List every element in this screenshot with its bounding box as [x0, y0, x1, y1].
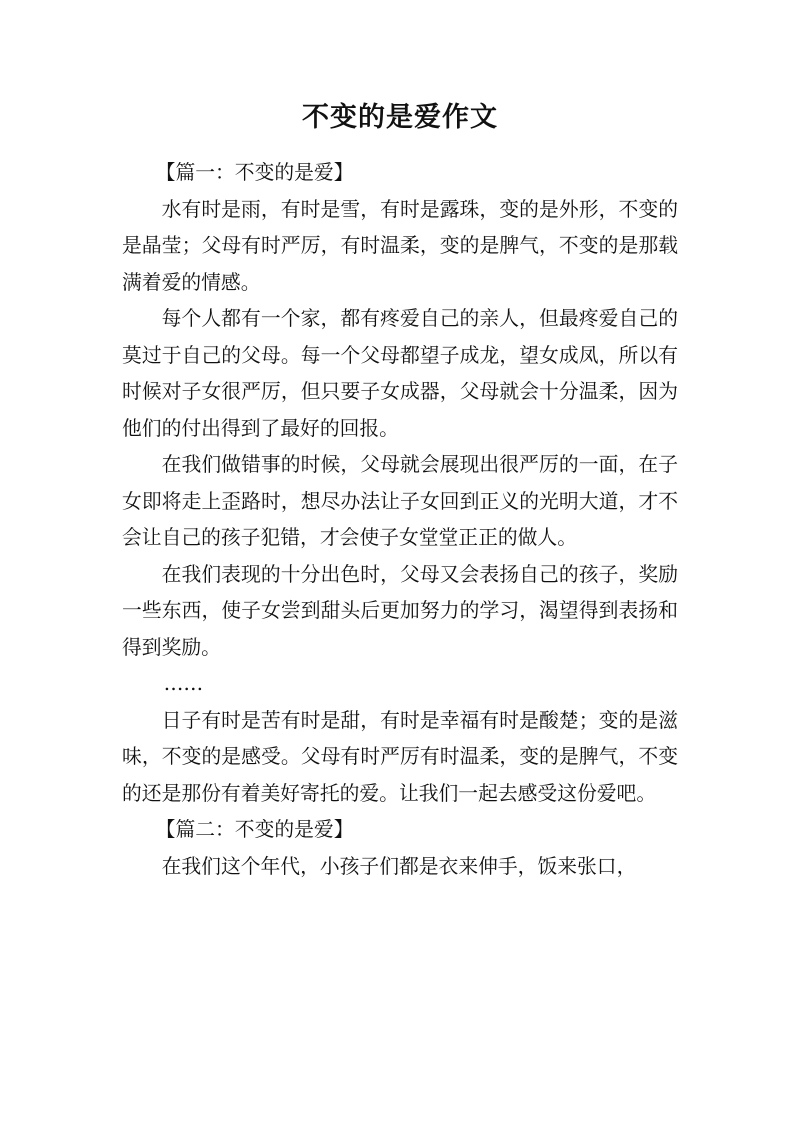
document-title: 不变的是爱作文: [302, 102, 498, 133]
paragraph: 日子有时是苦有时是甜，有时是幸福有时是酸楚；变的是滋味，不变的是感受。父母有时严厉有时温柔，变的是脾气，不变的还是那份有着美好寄托的爱。让我们一起去感受这份爱吧。: [122, 708, 678, 805]
paragraph: 每个人都有一个家，都有疼爱自己的亲人，但最疼爱自己的莫过于自己的父母。每一个父母都望子成龙，望女成凤，所以有时候对子女很严厉，但只要子女成器，父母就会十分温柔，因为他们的付出得到了最好的回报。: [122, 307, 678, 440]
document-body: [122, 155, 678, 885]
ellipsis: ……: [163, 672, 204, 695]
section-heading-1: 【篇一：不变的是爱】: [155, 161, 354, 184]
paragraph: 水有时是雨，有时是雪，有时是露珠，变的是外形，不变的是晶莹；父母有时严厉，有时温柔，变的是脾气，不变的是那载满着爱的情感。: [122, 197, 678, 294]
paragraph: 在我们做错事的时候，父母就会展现出很严厉的一面，在子女即将走上歪路时，想尽办法让子女回到正义的光明大道，才不会让自己的孩子犯错，才会使子女堂堂正正的做人。: [122, 453, 678, 549]
section-heading-2: 【篇二：不变的是爱】: [155, 818, 354, 841]
paragraph: 在我们这个年代，小孩子们都是衣来伸手，饭来张口，: [161, 854, 637, 878]
paragraph: 在我们表现的十分出色时，父母又会表扬自己的孩子，奖励一些东西，使子女尝到甜头后更加努力的学习，渴望得到表扬和得到奖励。: [122, 562, 678, 659]
